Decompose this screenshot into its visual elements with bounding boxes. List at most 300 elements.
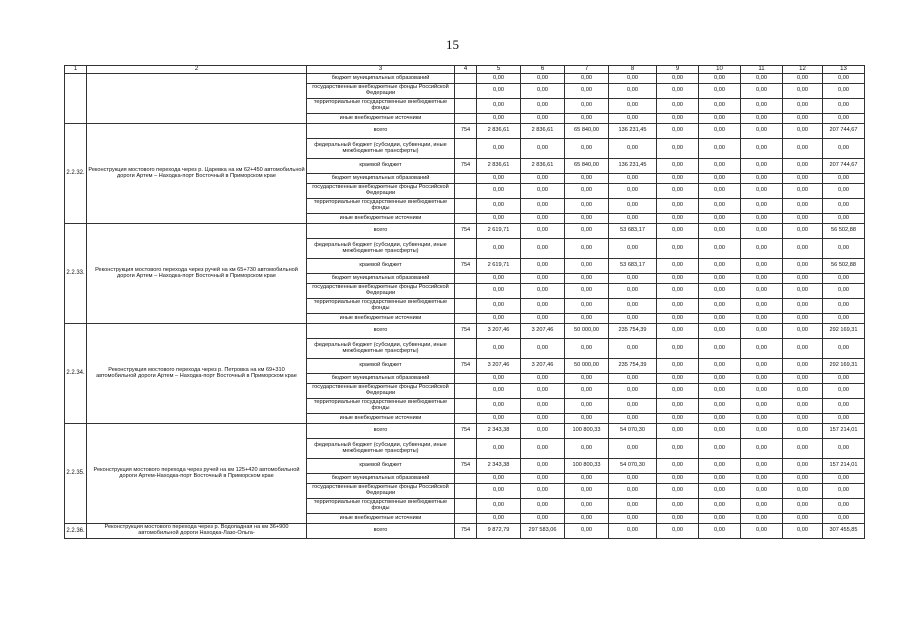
project-code <box>65 74 87 124</box>
column-number: 3 <box>307 66 455 74</box>
funding-source: иные внебюджетные источники <box>307 414 455 424</box>
amount-cell: 0,00 <box>609 139 657 159</box>
amount-cell: 0,00 <box>741 214 783 224</box>
amount-cell: 0,00 <box>741 184 783 199</box>
amount-cell: 0,00 <box>741 499 783 514</box>
amount-cell: 0,00 <box>609 114 657 124</box>
amount-cell: 0,00 <box>565 239 609 259</box>
funding-source: краевой бюджет <box>307 459 455 474</box>
amount-cell: 0,00 <box>565 299 609 314</box>
amount-cell: 0,00 <box>741 99 783 114</box>
amount-cell: 0,00 <box>521 199 565 214</box>
amount-cell: 3 207,46 <box>477 324 521 339</box>
column-number: 12 <box>783 66 823 74</box>
budget-code: 754 <box>455 459 477 474</box>
amount-cell: 0,00 <box>477 474 521 484</box>
amount-cell: 0,00 <box>699 239 741 259</box>
amount-cell: 0,00 <box>657 514 699 524</box>
amount-cell: 0,00 <box>565 224 609 239</box>
amount-cell: 2 836,61 <box>477 124 521 139</box>
funding-source: краевой бюджет <box>307 159 455 174</box>
amount-cell: 0,00 <box>609 274 657 284</box>
budget-code <box>455 339 477 359</box>
amount-cell: 0,00 <box>657 474 699 484</box>
budget-code <box>455 374 477 384</box>
page-number: 15 <box>446 37 459 52</box>
amount-cell: 0,00 <box>699 184 741 199</box>
amount-cell: 157 214,01 <box>823 459 865 474</box>
amount-cell: 0,00 <box>823 499 865 514</box>
amount-cell: 0,00 <box>521 214 565 224</box>
amount-cell: 0,00 <box>521 314 565 324</box>
budget-code: 754 <box>455 359 477 374</box>
amount-cell: 0,00 <box>565 84 609 99</box>
project-code: 2.2.32. <box>65 124 87 224</box>
amount-cell: 0,00 <box>657 399 699 414</box>
amount-cell: 0,00 <box>565 339 609 359</box>
amount-cell: 0,00 <box>741 339 783 359</box>
amount-cell: 0,00 <box>657 339 699 359</box>
column-number: 10 <box>699 66 741 74</box>
amount-cell: 0,00 <box>657 299 699 314</box>
funding-source: территориальные государственные внебюджетные фонды <box>307 299 455 314</box>
amount-cell: 0,00 <box>657 424 699 439</box>
amount-cell: 3 207,46 <box>521 324 565 339</box>
amount-cell: 0,00 <box>783 339 823 359</box>
amount-cell: 0,00 <box>741 514 783 524</box>
amount-cell: 0,00 <box>521 499 565 514</box>
amount-cell: 207 744,67 <box>823 124 865 139</box>
funding-source: федеральный бюджет (субсидии, субвенции, иные межбюджетные трансферты) <box>307 239 455 259</box>
amount-cell: 0,00 <box>565 499 609 514</box>
amount-cell: 0,00 <box>609 514 657 524</box>
funding-source: иные внебюджетные источники <box>307 114 455 124</box>
amount-cell: 0,00 <box>609 174 657 184</box>
funding-source: территориальные государственные внебюджетные фонды <box>307 399 455 414</box>
amount-cell: 0,00 <box>741 239 783 259</box>
amount-cell: 0,00 <box>741 274 783 284</box>
budget-code <box>455 174 477 184</box>
amount-cell: 0,00 <box>657 414 699 424</box>
funding-source: бюджет муниципальных образований <box>307 74 455 84</box>
amount-cell: 0,00 <box>741 424 783 439</box>
amount-cell: 0,00 <box>657 314 699 324</box>
column-number: 11 <box>741 66 783 74</box>
amount-cell: 0,00 <box>565 514 609 524</box>
amount-cell: 0,00 <box>521 239 565 259</box>
amount-cell: 0,00 <box>823 384 865 399</box>
budget-code <box>455 214 477 224</box>
amount-cell: 0,00 <box>477 499 521 514</box>
amount-cell: 0,00 <box>823 474 865 484</box>
amount-cell: 0,00 <box>477 314 521 324</box>
amount-cell: 54 070,30 <box>609 424 657 439</box>
amount-cell: 0,00 <box>521 339 565 359</box>
amount-cell: 0,00 <box>477 514 521 524</box>
amount-cell: 0,00 <box>521 374 565 384</box>
amount-cell: 0,00 <box>783 324 823 339</box>
amount-cell: 0,00 <box>699 224 741 239</box>
amount-cell: 0,00 <box>477 299 521 314</box>
amount-cell: 0,00 <box>609 484 657 499</box>
amount-cell: 50 000,00 <box>565 324 609 339</box>
amount-cell: 0,00 <box>741 84 783 99</box>
amount-cell: 0,00 <box>741 524 783 539</box>
amount-cell: 136 231,45 <box>609 159 657 174</box>
amount-cell: 0,00 <box>741 384 783 399</box>
funding-source: бюджет муниципальных образований <box>307 374 455 384</box>
amount-cell: 0,00 <box>565 414 609 424</box>
amount-cell: 0,00 <box>783 114 823 124</box>
amount-cell: 0,00 <box>657 459 699 474</box>
amount-cell: 0,00 <box>783 499 823 514</box>
amount-cell: 0,00 <box>699 524 741 539</box>
amount-cell: 50 000,00 <box>565 359 609 374</box>
amount-cell: 0,00 <box>699 214 741 224</box>
amount-cell: 0,00 <box>521 99 565 114</box>
amount-cell: 0,00 <box>823 199 865 214</box>
amount-cell: 0,00 <box>609 239 657 259</box>
amount-cell: 0,00 <box>783 314 823 324</box>
budget-code <box>455 99 477 114</box>
amount-cell: 0,00 <box>783 514 823 524</box>
amount-cell: 0,00 <box>823 314 865 324</box>
amount-cell: 0,00 <box>657 524 699 539</box>
amount-cell: 0,00 <box>783 259 823 274</box>
amount-cell: 0,00 <box>741 259 783 274</box>
amount-cell: 0,00 <box>783 274 823 284</box>
amount-cell: 0,00 <box>823 99 865 114</box>
budget-code <box>455 314 477 324</box>
amount-cell: 2 836,61 <box>521 159 565 174</box>
column-number: 2 <box>87 66 307 74</box>
amount-cell: 0,00 <box>699 439 741 459</box>
amount-cell: 0,00 <box>823 84 865 99</box>
amount-cell: 0,00 <box>741 139 783 159</box>
amount-cell: 0,00 <box>521 74 565 84</box>
amount-cell: 0,00 <box>477 274 521 284</box>
amount-cell: 56 502,88 <box>823 259 865 274</box>
amount-cell: 0,00 <box>609 524 657 539</box>
amount-cell: 0,00 <box>783 99 823 114</box>
budget-code <box>455 399 477 414</box>
amount-cell: 0,00 <box>699 514 741 524</box>
amount-cell: 0,00 <box>657 159 699 174</box>
amount-cell: 0,00 <box>741 399 783 414</box>
column-number: 7 <box>565 66 609 74</box>
funding-source: всего <box>307 424 455 439</box>
funding-source: территориальные государственные внебюджетные фонды <box>307 499 455 514</box>
amount-cell: 0,00 <box>477 374 521 384</box>
column-number: 8 <box>609 66 657 74</box>
budget-code: 754 <box>455 259 477 274</box>
amount-cell: 0,00 <box>565 114 609 124</box>
amount-cell: 0,00 <box>477 339 521 359</box>
amount-cell: 0,00 <box>521 484 565 499</box>
amount-cell: 0,00 <box>699 174 741 184</box>
amount-cell: 0,00 <box>657 199 699 214</box>
amount-cell: 0,00 <box>565 174 609 184</box>
amount-cell: 0,00 <box>657 284 699 299</box>
amount-cell: 0,00 <box>823 339 865 359</box>
amount-cell: 0,00 <box>699 74 741 84</box>
amount-cell: 0,00 <box>609 99 657 114</box>
amount-cell: 292 169,31 <box>823 359 865 374</box>
funding-source: всего <box>307 524 455 539</box>
amount-cell: 235 754,39 <box>609 324 657 339</box>
amount-cell: 0,00 <box>741 414 783 424</box>
amount-cell: 0,00 <box>477 284 521 299</box>
amount-cell: 0,00 <box>477 99 521 114</box>
amount-cell: 0,00 <box>521 259 565 274</box>
budget-table <box>64 65 865 539</box>
amount-cell: 0,00 <box>657 439 699 459</box>
amount-cell: 0,00 <box>477 399 521 414</box>
amount-cell: 0,00 <box>477 74 521 84</box>
funding-source: государственные внебюджетные фонды Российской Федерации <box>307 284 455 299</box>
budget-code: 754 <box>455 524 477 539</box>
amount-cell: 0,00 <box>565 99 609 114</box>
amount-cell: 0,00 <box>565 184 609 199</box>
amount-cell: 2 343,38 <box>477 424 521 439</box>
amount-cell: 0,00 <box>783 84 823 99</box>
project-code: 2.2.36. <box>65 524 87 539</box>
amount-cell: 0,00 <box>521 184 565 199</box>
amount-cell: 0,00 <box>783 424 823 439</box>
amount-cell: 0,00 <box>565 284 609 299</box>
amount-cell: 0,00 <box>657 184 699 199</box>
budget-code <box>455 199 477 214</box>
amount-cell: 0,00 <box>609 184 657 199</box>
amount-cell: 3 207,46 <box>477 359 521 374</box>
amount-cell: 0,00 <box>699 324 741 339</box>
amount-cell: 0,00 <box>699 274 741 284</box>
amount-cell: 0,00 <box>783 299 823 314</box>
amount-cell: 0,00 <box>657 239 699 259</box>
amount-cell: 0,00 <box>565 439 609 459</box>
amount-cell: 0,00 <box>609 84 657 99</box>
amount-cell: 0,00 <box>741 484 783 499</box>
table-row <box>65 324 865 339</box>
amount-cell: 100 800,33 <box>565 424 609 439</box>
amount-cell: 0,00 <box>741 159 783 174</box>
amount-cell: 0,00 <box>657 99 699 114</box>
amount-cell: 0,00 <box>657 499 699 514</box>
amount-cell: 0,00 <box>699 84 741 99</box>
funding-source: государственные внебюджетные фонды Российской Федерации <box>307 384 455 399</box>
amount-cell: 0,00 <box>609 339 657 359</box>
funding-source: территориальные государственные внебюджетные фонды <box>307 99 455 114</box>
amount-cell: 53 683,17 <box>609 259 657 274</box>
column-number: 5 <box>477 66 521 74</box>
table-row <box>65 424 865 439</box>
amount-cell: 0,00 <box>609 474 657 484</box>
amount-cell: 0,00 <box>783 459 823 474</box>
funding-source: краевой бюджет <box>307 259 455 274</box>
budget-code <box>455 414 477 424</box>
budget-code <box>455 484 477 499</box>
amount-cell: 0,00 <box>657 484 699 499</box>
table-row <box>65 74 865 84</box>
amount-cell: 0,00 <box>657 74 699 84</box>
amount-cell: 0,00 <box>657 214 699 224</box>
amount-cell: 0,00 <box>565 399 609 414</box>
amount-cell: 0,00 <box>565 314 609 324</box>
amount-cell: 0,00 <box>741 199 783 214</box>
amount-cell: 307 455,85 <box>823 524 865 539</box>
amount-cell: 0,00 <box>699 414 741 424</box>
funding-source: бюджет муниципальных образований <box>307 274 455 284</box>
amount-cell: 56 502,88 <box>823 224 865 239</box>
funding-source: иные внебюджетные источники <box>307 314 455 324</box>
amount-cell: 0,00 <box>477 384 521 399</box>
amount-cell: 0,00 <box>657 374 699 384</box>
amount-cell: 0,00 <box>699 374 741 384</box>
amount-cell: 0,00 <box>783 374 823 384</box>
column-number: 1 <box>65 66 87 74</box>
amount-cell: 0,00 <box>699 459 741 474</box>
amount-cell: 0,00 <box>823 374 865 384</box>
amount-cell: 0,00 <box>657 384 699 399</box>
funding-source: федеральный бюджет (субсидии, субвенции, иные межбюджетные трансферты) <box>307 339 455 359</box>
amount-cell: 0,00 <box>823 514 865 524</box>
column-number: 13 <box>823 66 865 74</box>
amount-cell: 0,00 <box>657 274 699 284</box>
amount-cell: 0,00 <box>565 484 609 499</box>
amount-cell: 0,00 <box>521 284 565 299</box>
project-description: Реконструкция мостового перехода через р. Царевка на км 62+450 автомобильной дороги Артем – Находка-порт Восточный в Приморском крае <box>87 124 307 224</box>
amount-cell: 0,00 <box>609 439 657 459</box>
amount-cell: 0,00 <box>823 74 865 84</box>
amount-cell: 0,00 <box>521 114 565 124</box>
amount-cell: 0,00 <box>741 114 783 124</box>
amount-cell: 0,00 <box>783 184 823 199</box>
amount-cell: 0,00 <box>699 114 741 124</box>
budget-code <box>455 114 477 124</box>
amount-cell: 157 214,01 <box>823 424 865 439</box>
amount-cell: 0,00 <box>823 139 865 159</box>
amount-cell: 0,00 <box>657 324 699 339</box>
amount-cell: 0,00 <box>521 424 565 439</box>
amount-cell: 0,00 <box>477 139 521 159</box>
amount-cell: 0,00 <box>823 299 865 314</box>
amount-cell: 0,00 <box>657 259 699 274</box>
amount-cell: 0,00 <box>783 239 823 259</box>
table-row <box>65 124 865 139</box>
amount-cell: 54 070,30 <box>609 459 657 474</box>
amount-cell: 0,00 <box>657 84 699 99</box>
amount-cell: 0,00 <box>609 299 657 314</box>
amount-cell: 0,00 <box>699 199 741 214</box>
amount-cell: 0,00 <box>609 314 657 324</box>
budget-code <box>455 84 477 99</box>
amount-cell: 0,00 <box>609 384 657 399</box>
amount-cell: 2 836,61 <box>477 159 521 174</box>
budget-code <box>455 74 477 84</box>
project-description: Реконструкция мостового перехода через р. Водопадная на км 36+900 автомобильной дороги Находка-Лазо-Ольга- <box>87 524 307 539</box>
table-row <box>65 524 865 539</box>
budget-code: 754 <box>455 159 477 174</box>
amount-cell: 0,00 <box>783 384 823 399</box>
amount-cell: 0,00 <box>741 459 783 474</box>
amount-cell: 0,00 <box>823 414 865 424</box>
budget-code: 754 <box>455 224 477 239</box>
funding-source: иные внебюджетные источники <box>307 214 455 224</box>
budget-code: 754 <box>455 424 477 439</box>
amount-cell: 0,00 <box>565 384 609 399</box>
budget-code <box>455 499 477 514</box>
budget-code <box>455 274 477 284</box>
amount-cell: 0,00 <box>699 359 741 374</box>
amount-cell: 0,00 <box>657 224 699 239</box>
amount-cell: 0,00 <box>657 174 699 184</box>
amount-cell: 0,00 <box>741 124 783 139</box>
amount-cell: 0,00 <box>521 414 565 424</box>
funding-source: государственные внебюджетные фонды Российской Федерации <box>307 84 455 99</box>
amount-cell: 0,00 <box>699 259 741 274</box>
budget-code <box>455 299 477 314</box>
amount-cell: 0,00 <box>699 124 741 139</box>
amount-cell: 0,00 <box>783 224 823 239</box>
amount-cell: 136 231,45 <box>609 124 657 139</box>
budget-code <box>455 439 477 459</box>
column-number: 4 <box>455 66 477 74</box>
amount-cell: 0,00 <box>699 499 741 514</box>
project-description: Реконструкция мостового перехода через ручей на км 65+730 автомобильной дороги Артем – Находка-порт Восточный в Приморском крае <box>87 224 307 324</box>
amount-cell: 0,00 <box>783 214 823 224</box>
funding-source: государственные внебюджетные фонды Российской Федерации <box>307 484 455 499</box>
amount-cell: 0,00 <box>823 184 865 199</box>
amount-cell: 0,00 <box>699 339 741 359</box>
amount-cell: 297 583,06 <box>521 524 565 539</box>
project-code: 2.2.33. <box>65 224 87 324</box>
amount-cell: 0,00 <box>521 474 565 484</box>
budget-code <box>455 384 477 399</box>
amount-cell: 0,00 <box>477 414 521 424</box>
amount-cell: 0,00 <box>783 399 823 414</box>
amount-cell: 0,00 <box>699 139 741 159</box>
amount-cell: 0,00 <box>565 214 609 224</box>
amount-cell: 0,00 <box>609 499 657 514</box>
amount-cell: 0,00 <box>823 274 865 284</box>
amount-cell: 0,00 <box>699 424 741 439</box>
amount-cell: 0,00 <box>565 199 609 214</box>
column-number: 9 <box>657 66 699 74</box>
amount-cell: 0,00 <box>783 139 823 159</box>
amount-cell: 0,00 <box>699 159 741 174</box>
funding-source: территориальные государственные внебюджетные фонды <box>307 199 455 214</box>
amount-cell: 0,00 <box>699 299 741 314</box>
budget-code <box>455 514 477 524</box>
amount-cell: 2 836,61 <box>521 124 565 139</box>
amount-cell: 0,00 <box>741 299 783 314</box>
amount-cell: 0,00 <box>477 184 521 199</box>
amount-cell: 0,00 <box>609 199 657 214</box>
amount-cell: 0,00 <box>565 474 609 484</box>
budget-code <box>455 284 477 299</box>
amount-cell: 0,00 <box>783 414 823 424</box>
amount-cell: 0,00 <box>477 199 521 214</box>
amount-cell: 0,00 <box>657 114 699 124</box>
amount-cell: 0,00 <box>699 314 741 324</box>
amount-cell: 0,00 <box>783 484 823 499</box>
budget-code <box>455 139 477 159</box>
amount-cell: 0,00 <box>783 439 823 459</box>
amount-cell: 3 207,46 <box>521 359 565 374</box>
amount-cell: 0,00 <box>741 359 783 374</box>
amount-cell: 0,00 <box>783 359 823 374</box>
amount-cell: 0,00 <box>565 259 609 274</box>
